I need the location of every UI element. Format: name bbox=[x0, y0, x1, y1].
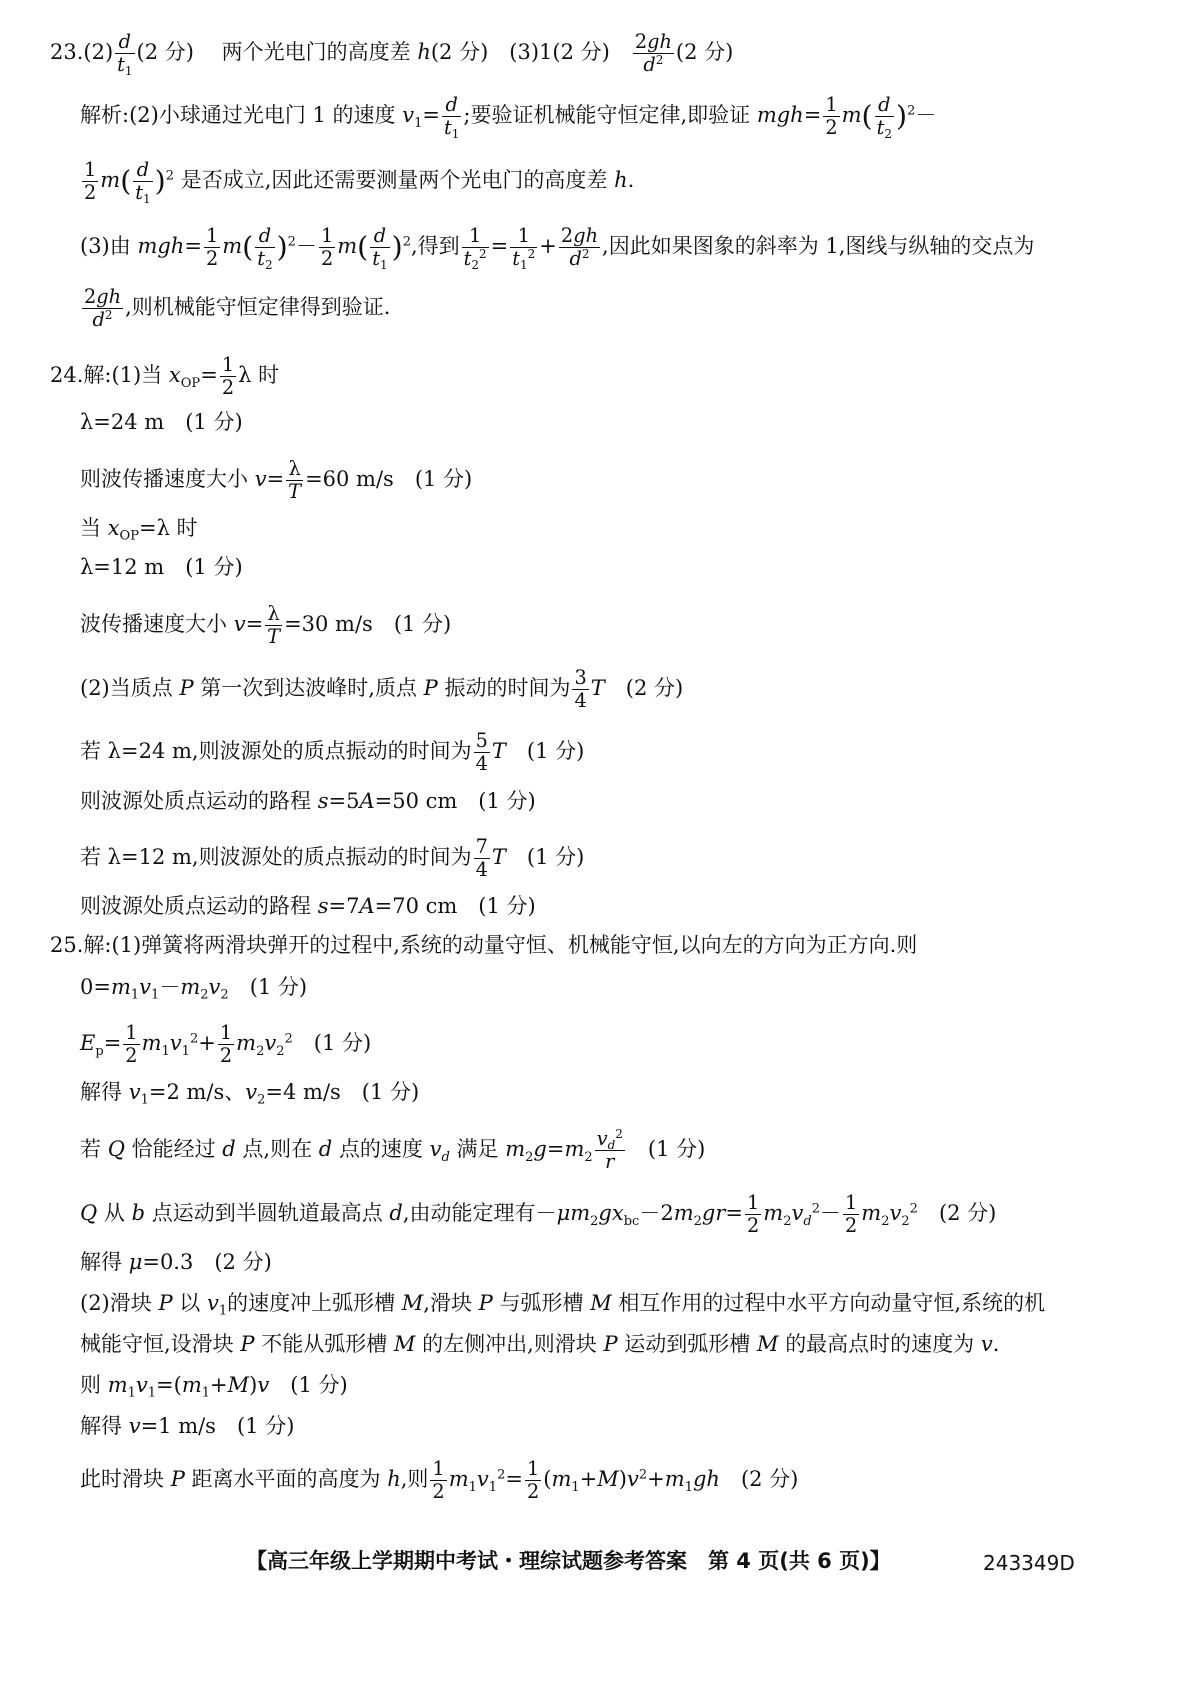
q25-line-7: 解得 μ=0.3 (2 分) bbox=[80, 1250, 272, 1274]
q25-line-12: 此时滑块 P 距离水平面的高度为 h,则 $\frac{1}{2}$ $m_1v_1^2=$ $\frac{1}{2}$ $(m_1+M)v^2+m_1gh$ (2 分) bbox=[80, 1457, 799, 1504]
q24-line-1: 24.解:(1)当 $x_{OP}=$ $\frac{1}{2}$ λ 时 bbox=[50, 353, 280, 400]
page-footer-code: 243349D bbox=[983, 1551, 1075, 1575]
q25-line-8: (2)滑块 P 以 $v_1$的速度冲上弧形槽 M,滑块 P 与弧形槽 M 相互作用的过程中水平方向动量守恒,系统的机 bbox=[80, 1291, 1046, 1319]
q25-line-11: 解得 v=1 m/s (1 分) bbox=[80, 1414, 295, 1438]
q23-part3-line-2: $\frac{2gh}{d^2}$ ,则机械能守恒定律得到验证. bbox=[84, 285, 391, 332]
q24-line-9: 则波源处质点运动的路程 s=5A=50 cm (1 分) bbox=[80, 789, 536, 813]
q24-line-4: 当 $x_{OP}=\lambda$ 时 bbox=[80, 516, 198, 544]
q24-line-10: 若 λ=12 m,则波源处的质点振动的时间为 $\frac{7}{4}$ T (1 分) bbox=[80, 835, 585, 882]
q24-line-7: (2)当质点 P 第一次到达波峰时,质点 P 振动的时间为 $\frac{3}{4}$ T (2 分) bbox=[80, 666, 684, 713]
q24-line-6: 波传播速度大小 v= $\frac{\lambda}{T}$ =30 m/s (1 分) bbox=[80, 602, 452, 649]
q25-line-3: $E_p=$ $\frac{1}{2}$ $m_1v_1^2+$ $\frac{1}{2}$ $m_2v_2^2$ (1 分) bbox=[80, 1021, 372, 1068]
q24-line-8: 若 λ=24 m,则波源处的质点振动的时间为 $\frac{5}{4}$ T (1 分) bbox=[80, 729, 585, 776]
q24-line-3: 则波传播速度大小 v= $\frac{\lambda}{T}$ =60 m/s (1 分) bbox=[80, 457, 473, 504]
q24-line-2: λ=24 m (1 分) bbox=[80, 410, 243, 434]
q24-line-5: λ=12 m (1 分) bbox=[80, 555, 243, 579]
q25-line-1: 25.解:(1)弹簧将两滑块弹开的过程中,系统的动量守恒、机械能守恒,以向左的方向为正方向.则 bbox=[50, 933, 918, 957]
q23-analysis-line-2: $\frac{1}{2}$ m( $\frac{d}{t_1}$ )$^2$ 是否成立,因此还需要测量两个光电门的高度差 h. bbox=[84, 158, 635, 207]
q25-line-6: Q 从 b 点运动到半圆轨道最高点 d,由动能定理有$-\mu m_2gx_{bc}-2m_2gr=$ $\frac{1}{2}$ $m_2v_d^2-$ $\frac{1}{2}$ $m_2v_2^2$ (2 分) bbox=[80, 1191, 997, 1238]
q25-line-2: $0=m_1v_1-m_2v_2$ (1 分) bbox=[80, 975, 308, 1003]
q24-line-11: 则波源处质点运动的路程 s=7A=70 cm (1 分) bbox=[80, 894, 536, 918]
q23-answer-line: 23.(2) $\frac{d}{t_1}$ (2 分) 两个光电门的高度差 h(2 分) (3)1(2 分) $\frac{2gh}{d^2}$ (2 分) bbox=[50, 30, 734, 79]
q23-analysis-line-1: 解析:(2)小球通过光电门 1 的速度 $v_1=$ $\frac{d}{t_1}$ ;要验证机械能守恒定律,即验证 mgh= $\frac{1}{2}$ m( $\frac{d}{t_2}$ )$^2$－ bbox=[80, 93, 937, 142]
q25-line-10: 则 $m_1v_1=(m_1+M)v$ (1 分) bbox=[80, 1373, 348, 1401]
q25-line-9: 械能守恒,设滑块 P 不能从弧形槽 M 的左侧冲出,则滑块 P 运动到弧形槽 M 的最高点时的速度为 v. bbox=[80, 1332, 1000, 1356]
page-footer-title: 【高三年级上学期期中考试・理综试题参考答案 第 4 页(共 6 页)】 bbox=[246, 1549, 891, 1573]
q25-line-5: 若 Q 恰能经过 d 点,则在 d 点的速度 $v_d$ 满足 $m_2g=m_2$ $\frac{v_d^2}{r}$ (1 分) bbox=[80, 1126, 706, 1174]
q25-line-4: 解得 $v_1=2$ m/s、$v_2=4$ m/s (1 分) bbox=[80, 1080, 420, 1108]
q23-part3-line: (3)由 mgh= $\frac{1}{2}$ m( $\frac{d}{t_2}$ )$^2$－ $\frac{1}{2}$ m( $\frac{d}{t_1}$ )$^2$,得到 $\frac{1}{t_2^2}$ = $\frac{1}{t_1^2}$ + $\frac{2gh}{d^2}$ ,因此如果图象的斜率为 1,图线与纵轴的交点为 bbox=[80, 224, 1035, 273]
